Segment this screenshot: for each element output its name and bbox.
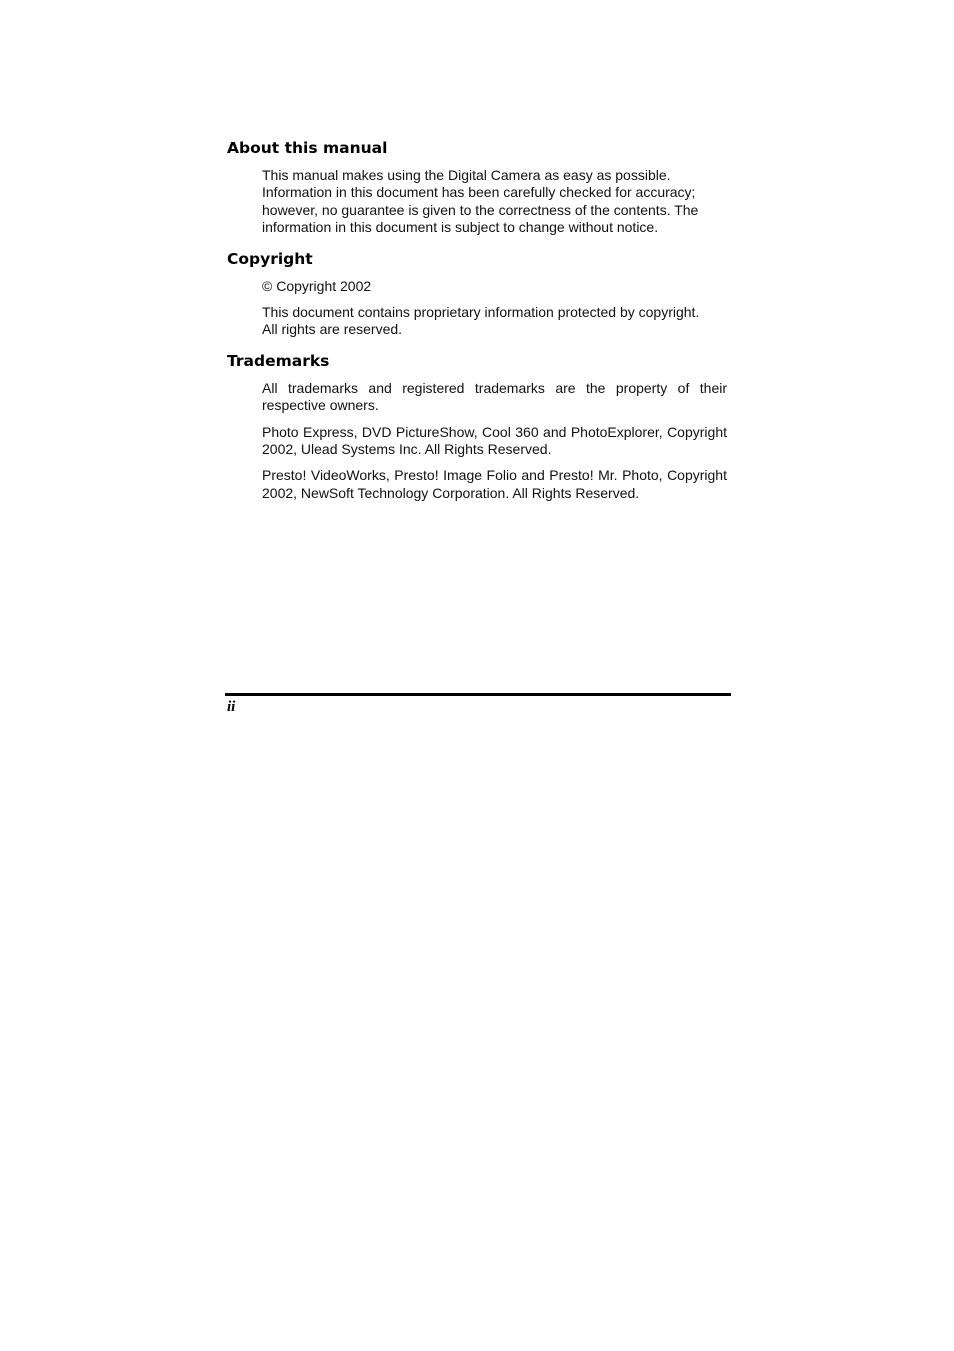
copyright-paragraph: This document contains proprietary information protected by copyright. All rights are reserved. [262, 304, 700, 338]
section-trademarks [227, 351, 731, 502]
section-body-copyright [262, 278, 727, 339]
section-title-about: About this manual [227, 139, 388, 157]
section-body-about [262, 167, 727, 237]
footer-divider [225, 693, 731, 696]
page-content [227, 138, 731, 511]
page-number: ii [227, 699, 236, 715]
section-title-copyright: Copyright [227, 249, 313, 268]
section-about [227, 138, 731, 237]
about-paragraph: This manual makes using the Digital Camera as easy as possible. Information in this document has been carefully checked for accuracy; however, no guarantee is given to the correctness of the contents. The information in this document is subject to change without notice. [262, 167, 699, 236]
trademarks-paragraph-newsoft: Presto! VideoWorks, Presto! Image Folio and Presto! Mr. Photo, Copyright 2002, NewSoft Technology Corporation. All Rights Reserved. [262, 467, 727, 501]
copyright-notice: © Copyright 2002 [262, 277, 372, 294]
section-title-trademarks: Trademarks [227, 351, 330, 370]
trademarks-paragraph-owners: All trademarks and registered trademarks are the property of their respective owners. [262, 379, 727, 414]
section-copyright [227, 249, 731, 339]
trademarks-paragraph-ulead: Photo Express, DVD PictureShow, Cool 360 and PhotoExplorer, Copyright 2002, Ulead Systems Inc. All Rights Reserved. [262, 423, 727, 458]
section-body-trademarks [262, 380, 727, 502]
